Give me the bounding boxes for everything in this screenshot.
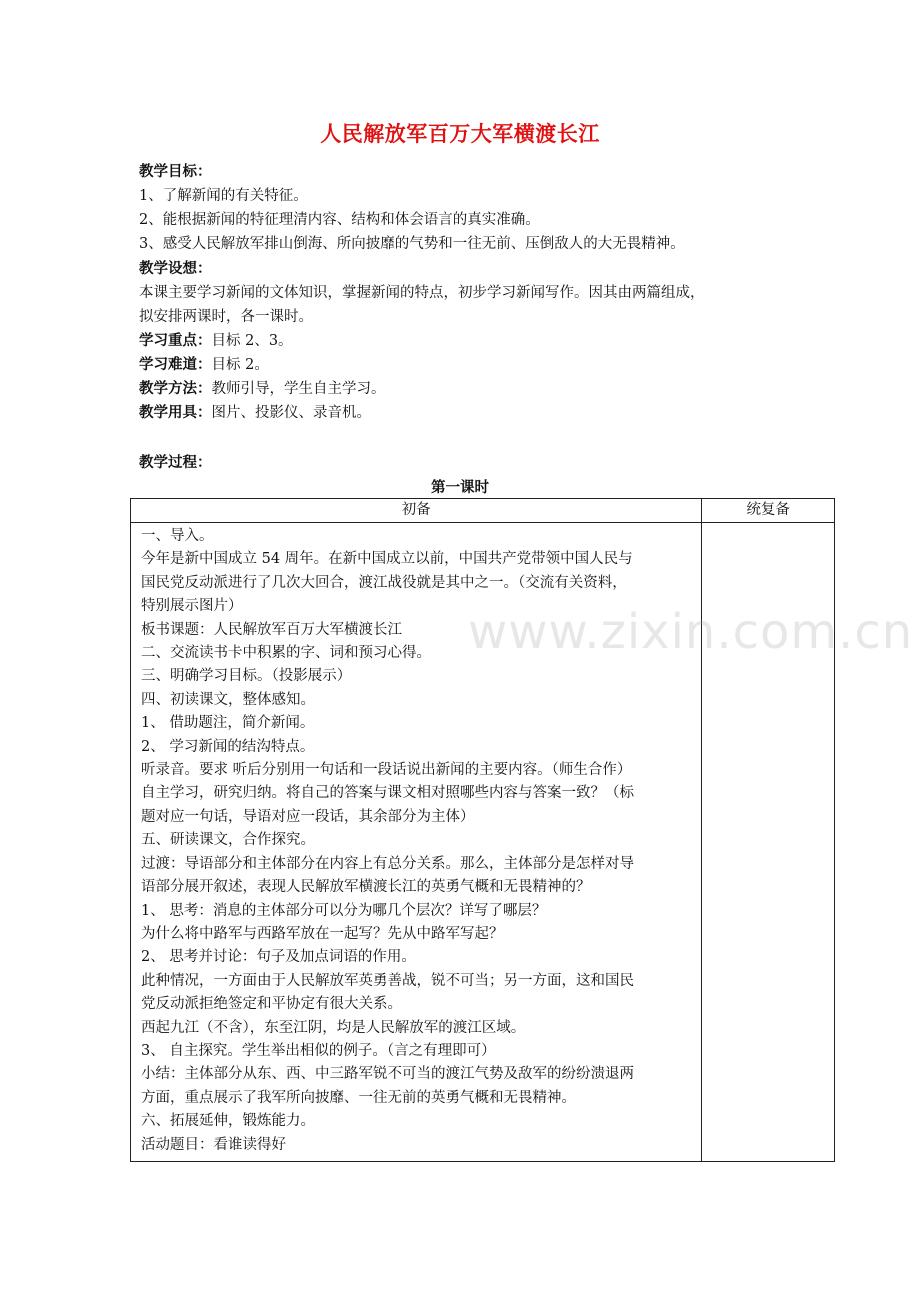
review-prep-cell (702, 523, 835, 1162)
process-label: 教学过程： (139, 455, 212, 471)
objectives-heading (139, 160, 212, 184)
table-line: 自主学习，研究归纳。将自己的答案与课文相对照哪些内容与答案一致？（标 (141, 785, 634, 802)
document-title: 人民解放军百万大军横渡长江 (320, 122, 600, 146)
difficulty-row (139, 353, 269, 377)
method-label: 教学方法： (139, 381, 212, 397)
key-points-value: 目标 2、3。 (211, 333, 293, 349)
key-points-label: 学习重点： (139, 333, 212, 349)
lesson-plan-table (130, 498, 835, 1162)
key-points-row (139, 329, 293, 353)
table-line: 三、明确学习目标。（投影展示） (141, 668, 352, 685)
table-line: 五、研读课文，合作探究。 (141, 832, 315, 849)
tools-value: 图片、投影仪、录音机。 (211, 405, 371, 421)
table-line: 题对应一句话，导语对应一段话，其余部分为主体） (141, 808, 475, 825)
design-text-line: 本课主要学习新闻的文体知识，掌握新闻的特点，初步学习新闻写作。因其由两篇组成， (139, 285, 705, 301)
table-line: 2、 学习新闻的结沟特点。 (141, 738, 315, 755)
objectives-label: 教学目标： (139, 164, 212, 180)
table-line: 小结：主体部分从东、西、中三路军锐不可当的渡江气势及敌军的纷纷溃退两 (141, 1066, 634, 1083)
objective-item: 3、感受人民解放军排山倒海、所向披靡的气势和一往无前、压倒敌人的大无畏精神。 (139, 236, 685, 252)
lesson-title: 第一课时 (431, 480, 489, 496)
method-value: 教师引导，学生自主学习。 (211, 381, 386, 397)
table-line: 3、 自主探究。学生举出相似的例子。（言之有理即可） (141, 1042, 496, 1059)
table-line: 国民党反动派进行了几次大回合，渡江战役就是其中之一。（交流有关资料， (141, 574, 627, 591)
table-line: 为什么将中路军与西路军放在一起写？先从中路军写起？ (141, 925, 504, 942)
table-line: 2、 思考并讨论：句子及加点词语的作用。 (141, 949, 416, 966)
header-review-prep: 统复备 (702, 499, 835, 523)
table-line: 板书课题：人民解放军百万大军横渡长江 (141, 621, 402, 638)
table-line: 二、交流读书卡中积累的字、词和预习心得。 (141, 645, 431, 662)
difficulty-label: 学习难道： (139, 357, 212, 373)
watermark: www.zixin.com.cn (468, 604, 914, 660)
process-heading (139, 451, 212, 475)
table-line: 此种情况，一方面由于人民解放军英勇善战，锐不可当；另一方面，这和国民 (141, 972, 634, 989)
table-header-row (131, 499, 835, 523)
table-line: 特别展示图片） (141, 598, 243, 615)
design-text-line: 拟安排两课时，各一课时。 (139, 309, 313, 325)
table-line: 一、导入。 (141, 528, 214, 544)
table-line: 今年是新中国成立 54 周年。在新中国成立以前，中国共产党带领中国人民与 (141, 551, 633, 568)
tools-row (139, 401, 371, 425)
objective-item: 2、能根据新闻的特征理清内容、结构和体会语言的真实准确。 (139, 212, 540, 228)
table-line: 活动题目：看谁读得好 (141, 1136, 286, 1153)
table-line: 西起九江（不含），东至江阴，均是人民解放军的渡江区域。 (141, 1019, 526, 1036)
table-line: 四、初读课文，整体感知。 (141, 691, 315, 708)
design-label: 教学设想： (139, 261, 212, 277)
table-line: 六、拓展延伸，锻炼能力。 (141, 1113, 315, 1130)
difficulty-value: 目标 2。 (211, 357, 269, 373)
objective-item: 1、了解新闻的有关特征。 (139, 188, 308, 204)
design-heading (139, 257, 212, 281)
header-initial-prep: 初备 (131, 499, 702, 523)
table-line: 听录音。要求 听后分别用一句话和一段话说出新闻的主要内容。（师生合作） (141, 762, 632, 779)
initial-prep-cell (131, 523, 702, 1162)
table-body-row (131, 523, 835, 1162)
table-line: 1、 思考：消息的主体部分可以分为哪几个层次？详写了哪层？ (141, 902, 547, 919)
table-line: 语部分展开叙述，表现人民解放军横渡长江的英勇气概和无畏精神的？ (141, 879, 591, 896)
method-row (139, 377, 386, 401)
table-line: 党反动派拒绝签定和平协定有很大关系。 (141, 996, 402, 1013)
tools-label: 教学用具： (139, 405, 212, 421)
table-line: 方面，重点展示了我军所向披靡、一往无前的英勇气概和无畏精神。 (141, 1089, 576, 1106)
table-line: 过渡：导语部分和主体部分在内容上有总分关系。那么，主体部分是怎样对导 (141, 855, 634, 872)
table-line: 1、 借助题注，简介新闻。 (141, 715, 315, 732)
